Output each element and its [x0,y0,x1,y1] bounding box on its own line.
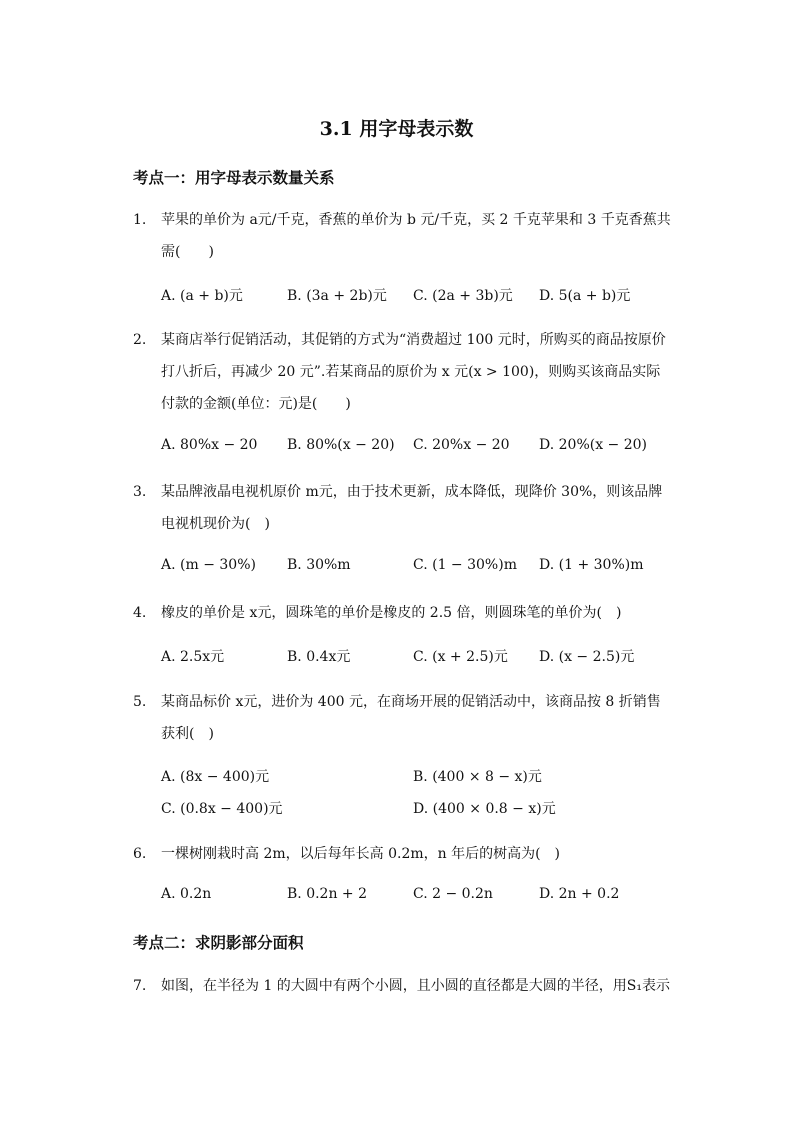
option-a[interactable]: A. (8x − 400)元 [161,769,270,785]
question-number: 3. [133,484,147,500]
option-d[interactable]: D. (400 × 0.8 − x)元 [413,801,556,817]
option-b[interactable]: B. 30%m [287,557,351,573]
question-stem: 某商店举行促销活动，其促销的方式为“消费超过 100 元时，所购买的商品按原价打八折后，再减少 20 元”.若某商品的原价为 x 元(x > 100)，则购买该商品实际付款的金额(单位：元)是( ) [161,332,666,412]
question-stem: 某品牌液晶电视机原价 m元，由于技术更新，成本降低，现降价 30%，则该品牌电视机现价为( ) [161,484,663,532]
option-b[interactable]: B. (400 × 8 − x)元 [413,769,542,785]
question-stem: 橡皮的单价是 x元，圆珠笔的单价是橡皮的 2.5 倍，则圆珠笔的单价为( ) [161,605,622,621]
option-a[interactable]: A. 80%x − 20 [161,437,258,453]
options-row-q2 [161,437,681,461]
option-c[interactable]: C. (2a + 3b)元 [413,288,513,304]
option-d[interactable]: D. 5(a + b)元 [539,288,631,304]
option-d[interactable]: D. 20%(x − 20) [539,437,648,453]
option-c[interactable]: C. 20%x − 20 [413,437,510,453]
options-row-q6 [161,886,681,910]
options-row-q4 [161,646,681,670]
question-number: 4. [133,605,147,621]
option-c[interactable]: C. 2 − 0.2n [413,886,493,902]
question-2 [133,324,673,420]
question-stem: 一棵树刚栽时高 2m，以后每年长高 0.2m，n 年后的树高为( ) [161,846,561,862]
question-stem: 苹果的单价为 a元/千克，香蕉的单价为 b 元/千克，买 2 千克苹果和 3 千克香蕉共需( ) [161,212,671,260]
question-7 [133,970,673,1002]
question-stem: 某商品标价 x元，进价为 400 元，在商场开展的促销活动中，该商品按 8 折销售获利( ) [161,694,661,742]
question-number: 1. [133,212,147,228]
option-b[interactable]: B. 0.2n + 2 [287,886,368,902]
question-3 [133,476,673,540]
options-row-q5-2 [161,798,681,822]
question-5 [133,686,673,750]
question-4 [133,597,673,629]
option-b[interactable]: B. 80%(x − 20) [287,437,395,453]
option-c[interactable]: C. (x + 2.5)元 [413,649,508,665]
section-heading-1: 考点一：用字母表示数量关系 [133,168,335,187]
option-c[interactable]: C. (0.8x − 400)元 [161,801,283,817]
option-a[interactable]: A. 0.2n [161,886,212,902]
options-row-q5-1 [161,766,681,790]
option-d[interactable]: D. (1 + 30%)m [539,557,644,573]
option-b[interactable]: B. (3a + 2b)元 [287,288,387,304]
options-row-q1 [161,285,681,309]
option-a[interactable]: A. (m − 30%) [161,557,256,573]
option-d[interactable]: D. 2n + 0.2 [539,886,620,902]
option-d[interactable]: D. (x − 2.5)元 [539,649,635,665]
option-a[interactable]: A. 2.5x元 [161,649,225,665]
page-title: 3.1 用字母表示数 [319,118,474,140]
question-number: 2. [133,332,147,348]
section-heading-2: 考点二：求阴影部分面积 [133,933,304,952]
question-stem: 如图，在半径为 1 的大圆中有两个小圆，且小圆的直径都是大圆的半径，用S₁表示 [161,978,671,994]
option-b[interactable]: B. 0.4x元 [287,649,351,665]
question-number: 5. [133,694,147,710]
question-1 [133,204,673,268]
options-row-q3 [161,557,681,581]
question-6 [133,838,673,870]
question-number: 7. [133,978,147,994]
option-c[interactable]: C. (1 − 30%)m [413,557,517,573]
option-a[interactable]: A. (a + b)元 [161,288,243,304]
question-number: 6. [133,846,147,862]
